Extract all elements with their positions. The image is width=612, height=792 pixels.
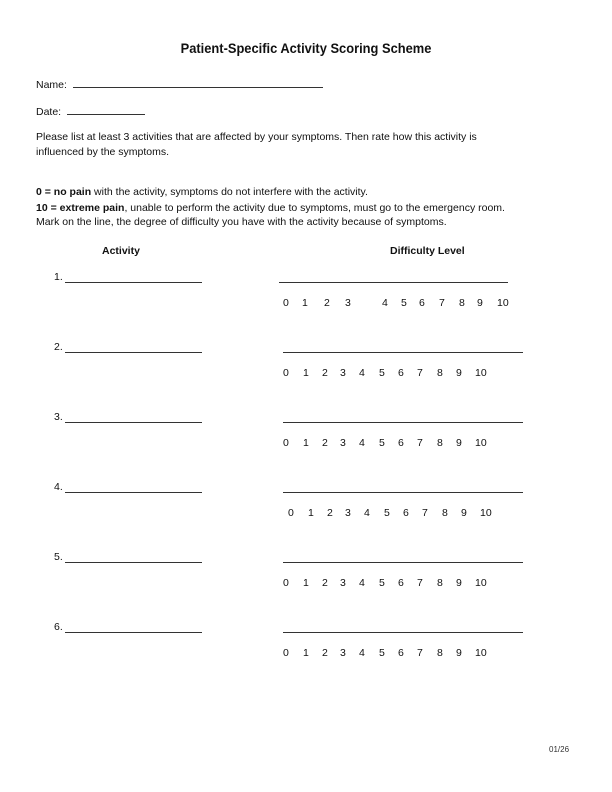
activity-input-line[interactable]	[65, 632, 202, 633]
scale-value-5: 5	[379, 647, 385, 659]
scale-value-6: 6	[398, 647, 404, 659]
difficulty-scale-line[interactable]	[283, 562, 523, 563]
scale-value-1: 1	[303, 367, 309, 379]
activity-row-number: 6.	[54, 621, 63, 633]
activity-input-line[interactable]	[65, 562, 202, 563]
scale-value-2: 2	[322, 577, 328, 589]
scale-zero-key: 0 = no pain	[36, 186, 92, 198]
activity-input-line[interactable]	[65, 282, 202, 283]
scale-value-4: 4	[359, 367, 365, 379]
scale-value-3: 3	[345, 297, 351, 309]
scale-value-6: 6	[398, 437, 404, 449]
scale-value-8: 8	[437, 647, 443, 659]
scale-value-4: 4	[359, 577, 365, 589]
scale-zero-desc: with the activity, symptoms do not interfere with the activity.	[91, 186, 368, 198]
difficulty-scale-line[interactable]	[283, 352, 523, 353]
scale-value-1: 1	[303, 577, 309, 589]
scale-value-10: 10	[497, 297, 509, 309]
scale-value-2: 2	[322, 367, 328, 379]
mark-instruction: Mark on the line, the degree of difficulty you have with the activity because of symptoms.	[36, 216, 447, 228]
difficulty-scale-line[interactable]	[283, 422, 523, 423]
scale-value-0: 0	[283, 367, 289, 379]
scale-value-7: 7	[417, 577, 423, 589]
scale-value-2: 2	[324, 297, 330, 309]
scale-ten-desc: , unable to perform the activity due to symptoms, must go to the emergency room.	[124, 202, 505, 214]
scale-value-4: 4	[364, 507, 370, 519]
date-input-line[interactable]	[67, 104, 145, 115]
scale-value-7: 7	[422, 507, 428, 519]
column-header-difficulty: Difficulty Level	[390, 245, 465, 257]
scale-value-6: 6	[398, 367, 404, 379]
name-field	[36, 77, 323, 91]
scale-value-1: 1	[302, 297, 308, 309]
scale-value-3: 3	[340, 647, 346, 659]
scale-value-3: 3	[340, 577, 346, 589]
name-input-line[interactable]	[73, 77, 323, 88]
scale-value-2: 2	[322, 647, 328, 659]
difficulty-scale-line[interactable]	[283, 492, 523, 493]
scale-value-10: 10	[475, 367, 487, 379]
scale-value-0: 0	[283, 297, 289, 309]
scale-value-1: 1	[303, 437, 309, 449]
scale-zero-definition	[36, 186, 368, 198]
scale-value-7: 7	[417, 647, 423, 659]
scale-ten-key: 10 = extreme pain	[36, 202, 125, 214]
scale-value-5: 5	[401, 297, 407, 309]
scale-value-7: 7	[417, 437, 423, 449]
scale-value-6: 6	[419, 297, 425, 309]
scale-value-6: 6	[398, 577, 404, 589]
scale-value-5: 5	[379, 367, 385, 379]
scale-value-10: 10	[475, 647, 487, 659]
scale-value-8: 8	[437, 437, 443, 449]
activity-row-number: 1.	[54, 271, 63, 283]
scale-value-8: 8	[437, 577, 443, 589]
scale-value-4: 4	[359, 437, 365, 449]
scale-value-8: 8	[442, 507, 448, 519]
page-title: Patient-Specific Activity Scoring Scheme	[180, 40, 432, 56]
scale-value-6: 6	[403, 507, 409, 519]
scale-value-0: 0	[283, 437, 289, 449]
scale-value-5: 5	[379, 437, 385, 449]
scale-value-7: 7	[439, 297, 445, 309]
name-label: Name:	[36, 79, 67, 91]
scale-value-3: 3	[340, 437, 346, 449]
scale-value-9: 9	[461, 507, 467, 519]
scale-value-0: 0	[283, 577, 289, 589]
activity-row-number: 2.	[54, 341, 63, 353]
scale-value-8: 8	[437, 367, 443, 379]
activity-input-line[interactable]	[65, 352, 202, 353]
scale-value-1: 1	[303, 647, 309, 659]
scale-value-5: 5	[379, 577, 385, 589]
date-label: Date:	[36, 106, 62, 118]
scale-value-9: 9	[456, 367, 462, 379]
scale-value-2: 2	[327, 507, 333, 519]
instructions-text: Please list at least 3 activities that are affected by your symptoms. Then rate how this activity is influenced by the symptoms.	[36, 131, 477, 158]
scale-value-3: 3	[340, 367, 346, 379]
activity-row-number: 5.	[54, 551, 63, 563]
activity-input-line[interactable]	[65, 422, 202, 423]
scale-value-8: 8	[459, 297, 465, 309]
scale-value-10: 10	[475, 577, 487, 589]
scale-value-9: 9	[456, 577, 462, 589]
scale-value-5: 5	[384, 507, 390, 519]
activity-input-line[interactable]	[65, 492, 202, 493]
column-header-activity: Activity	[102, 245, 140, 257]
scale-value-0: 0	[283, 647, 289, 659]
scale-value-10: 10	[480, 507, 492, 519]
scale-value-4: 4	[382, 297, 388, 309]
scale-value-4: 4	[359, 647, 365, 659]
scale-value-1: 1	[308, 507, 314, 519]
difficulty-scale-line[interactable]	[279, 282, 508, 283]
scale-value-10: 10	[475, 437, 487, 449]
scale-value-3: 3	[345, 507, 351, 519]
activity-row-number: 3.	[54, 411, 63, 423]
scale-ten-definition	[36, 202, 505, 214]
scale-value-9: 9	[477, 297, 483, 309]
scale-value-7: 7	[417, 367, 423, 379]
difficulty-scale-line[interactable]	[283, 632, 523, 633]
activity-row-number: 4.	[54, 481, 63, 493]
scale-value-2: 2	[322, 437, 328, 449]
scale-value-9: 9	[456, 437, 462, 449]
scale-value-0: 0	[288, 507, 294, 519]
page-footer-code: 01/26	[549, 745, 570, 754]
scale-value-9: 9	[456, 647, 462, 659]
date-field	[36, 104, 145, 118]
